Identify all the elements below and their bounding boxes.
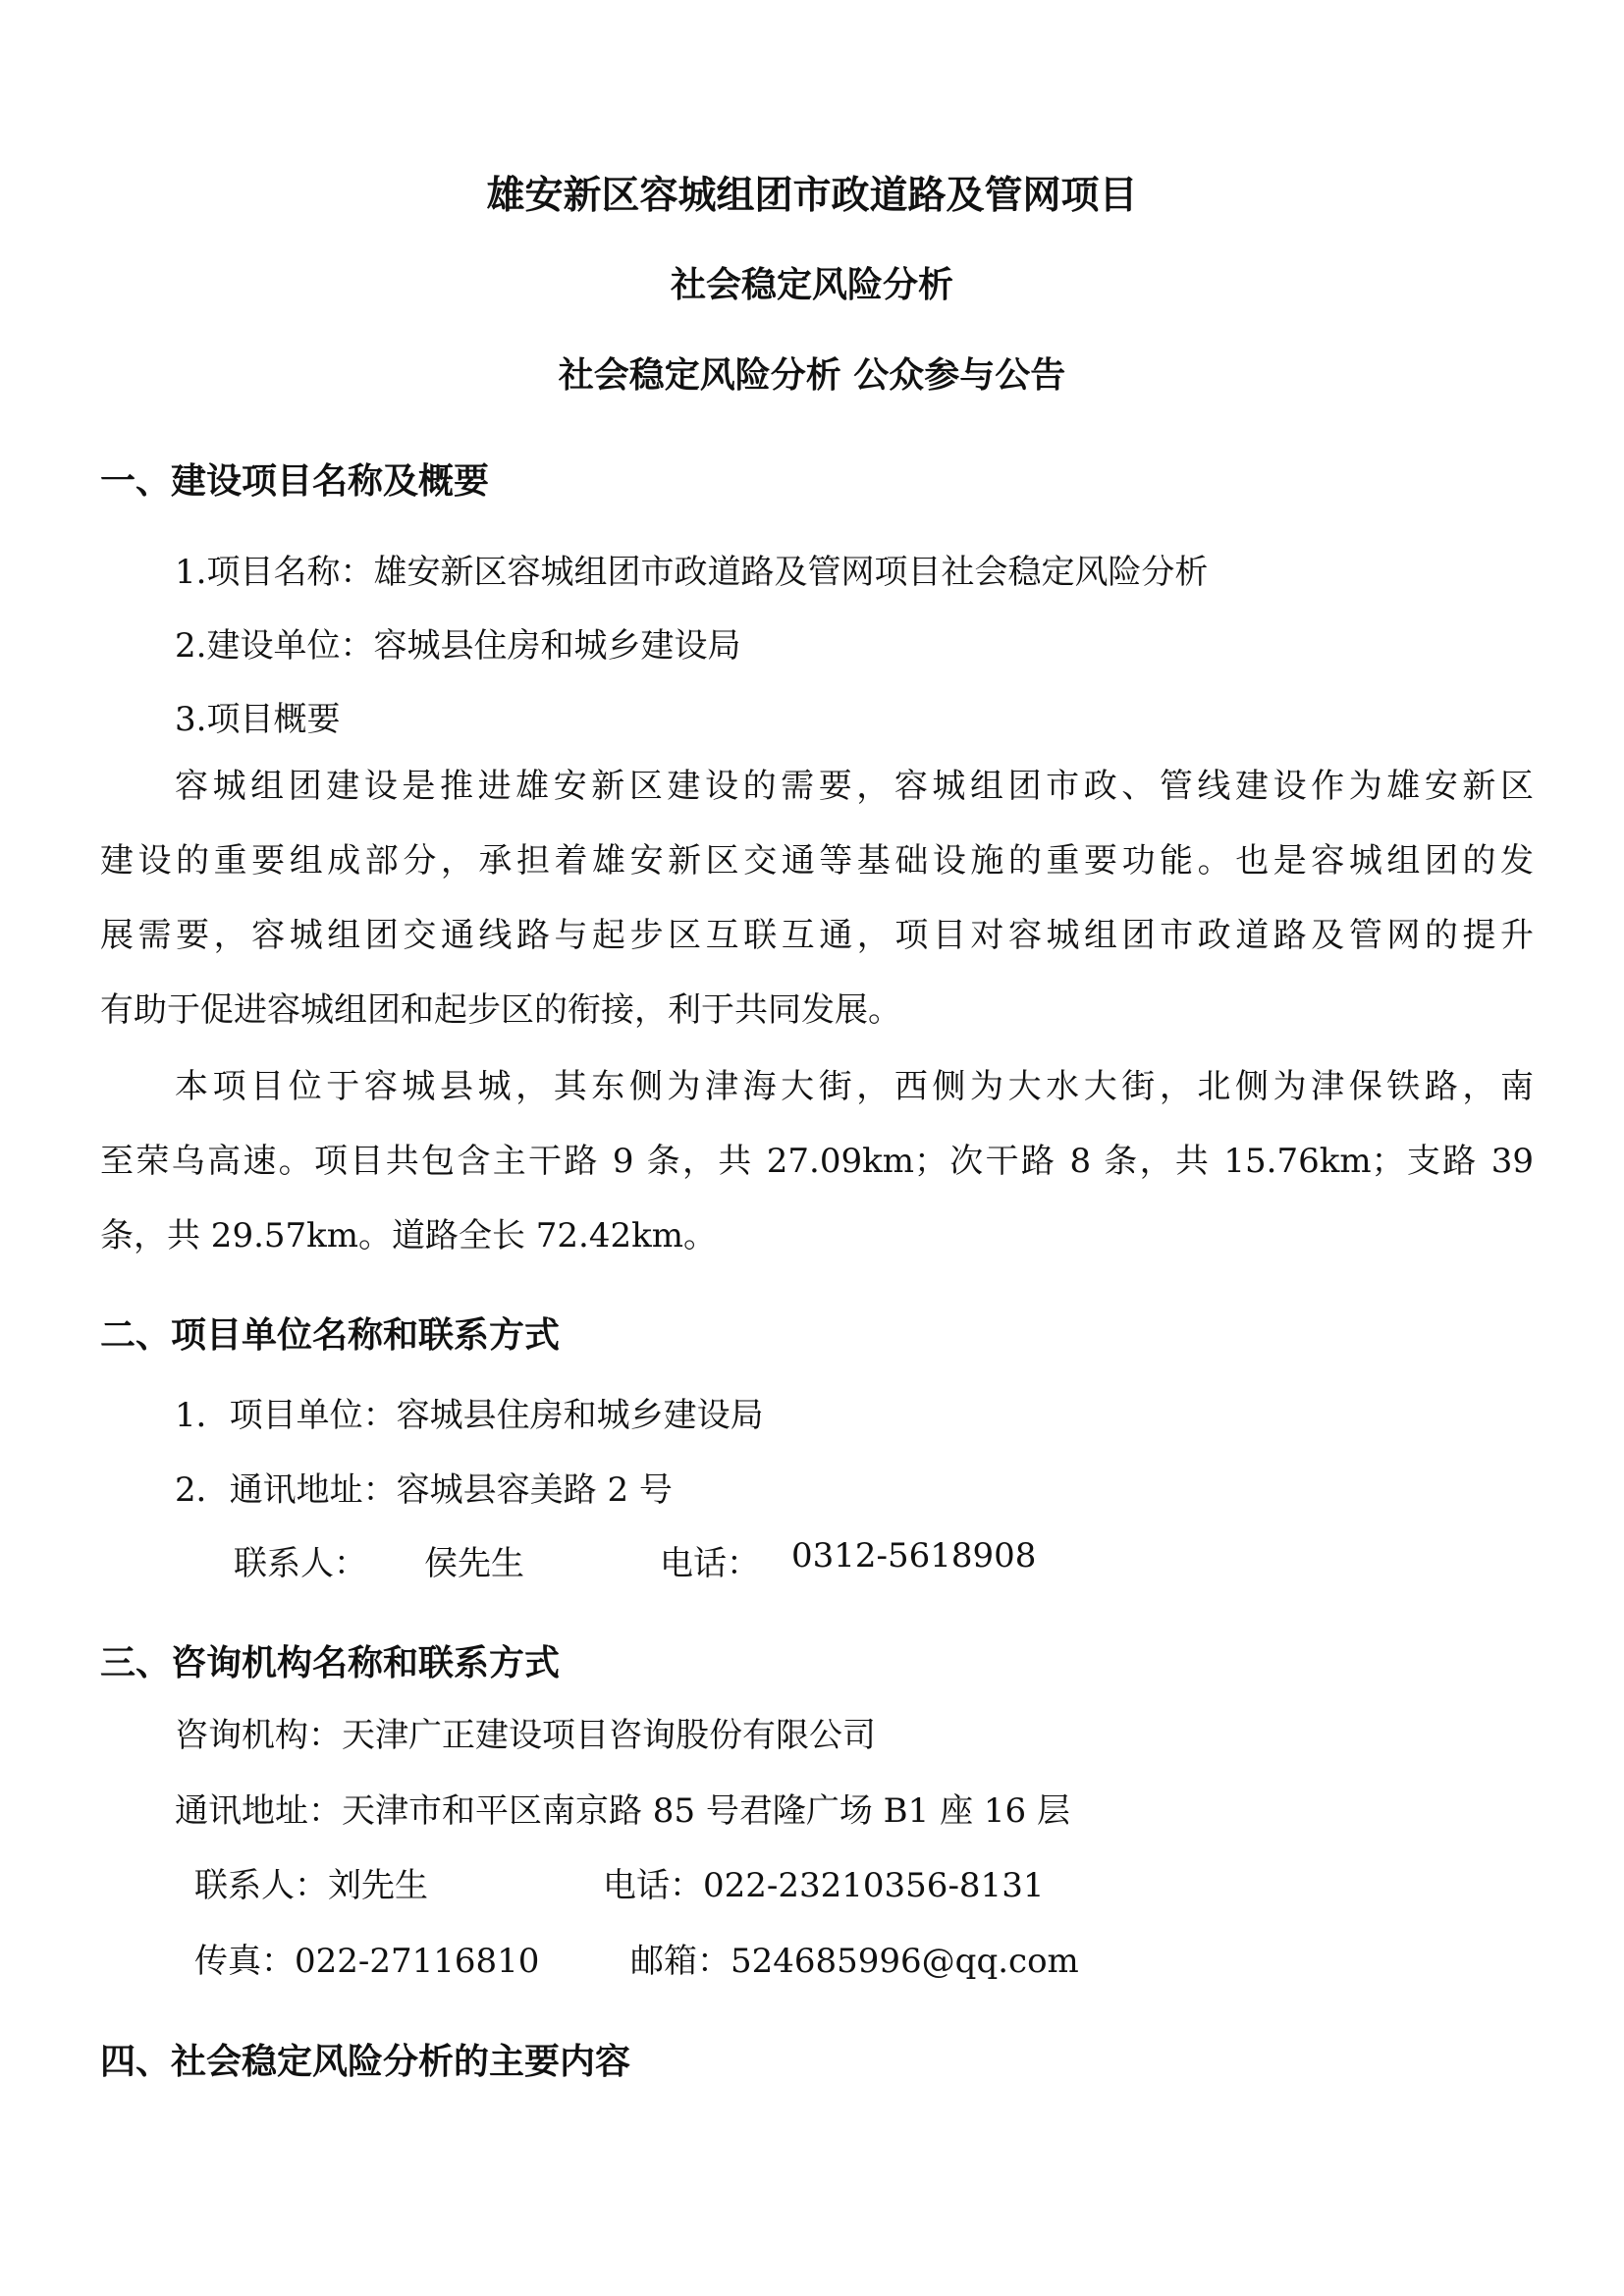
project-contact-name: 侯先生 <box>424 1544 524 1583</box>
section2-heading: 二、项目单位名称和联系方式 <box>100 1315 561 1356</box>
paragraph-line: 容城组团建设是推进雄安新区建设的需要，容城组团市政、管线建设作为雄安新区 <box>175 767 1534 806</box>
project-overview-item: 3.项目概要 <box>175 700 341 739</box>
project-phone: 0312-5618908 <box>791 1536 1037 1575</box>
paragraph-line: 建设的重要组成部分，承担着雄安新区交通等基础设施的重要功能。也是容城组团的发 <box>100 841 1534 881</box>
section4-heading: 四、社会稳定风险分析的主要内容 <box>100 2042 631 2082</box>
document-title: 雄安新区容城组团市政道路及管网项目 <box>486 174 1138 218</box>
paragraph-line: 有助于促进容城组团和起步区的衔接，利于共同发展。 <box>100 990 901 1030</box>
document-subtitle: 社会稳定风险分析 <box>670 265 953 305</box>
section3-heading: 三、咨询机构名称和联系方式 <box>100 1643 561 1683</box>
agency-phone: 电话：022-23210356-8131 <box>603 1866 1045 1905</box>
project-unit-item: 1．项目单位：容城县住房和城乡建设局 <box>175 1396 764 1435</box>
location-paragraph <box>100 1049 1534 1273</box>
project-name-item: 1.项目名称：雄安新区容城组团市政道路及管网项目社会稳定风险分析 <box>175 553 1209 592</box>
paragraph-line: 本项目位于容城县城，其东侧为津海大街，西侧为大水大街，北侧为津保铁路，南 <box>175 1067 1534 1106</box>
paragraph-line: 展需要，容城组团交通线路与起步区互联互通，项目对容城组团市政道路及管网的提升 <box>100 916 1534 955</box>
agency-fax: 传真：022-27116810 <box>194 1942 540 1981</box>
project-address-item: 2．通讯地址：容城县容美路 2 号 <box>175 1470 673 1510</box>
agency-contact: 联系人：刘先生 <box>194 1866 428 1905</box>
project-phone-label: 电话： <box>660 1544 760 1583</box>
project-contact-label: 联系人： <box>234 1544 367 1583</box>
paragraph-line: 至荣乌高速。项目共包含主干路 9 条，共 27.09km；次干路 8 条，共 15.76km；支路 39 <box>100 1142 1534 1181</box>
agency-email: 邮箱：524685996@qq.com <box>630 1942 1079 1981</box>
paragraph-line: 条，共 29.57km。道路全长 72.42km。 <box>100 1216 717 1255</box>
agency-name-item: 咨询机构：天津广正建设项目咨询股份有限公司 <box>175 1716 876 1755</box>
section1-heading: 一、建设项目名称及概要 <box>100 461 490 502</box>
notice-title: 社会稳定风险分析 公众参与公告 <box>558 355 1066 396</box>
agency-address-item: 通讯地址：天津市和平区南京路 85 号君隆广场 B1 座 16 层 <box>175 1791 1070 1831</box>
overview-paragraph <box>100 749 1534 1047</box>
construction-unit-item: 2.建设单位：容城县住房和城乡建设局 <box>175 626 741 666</box>
